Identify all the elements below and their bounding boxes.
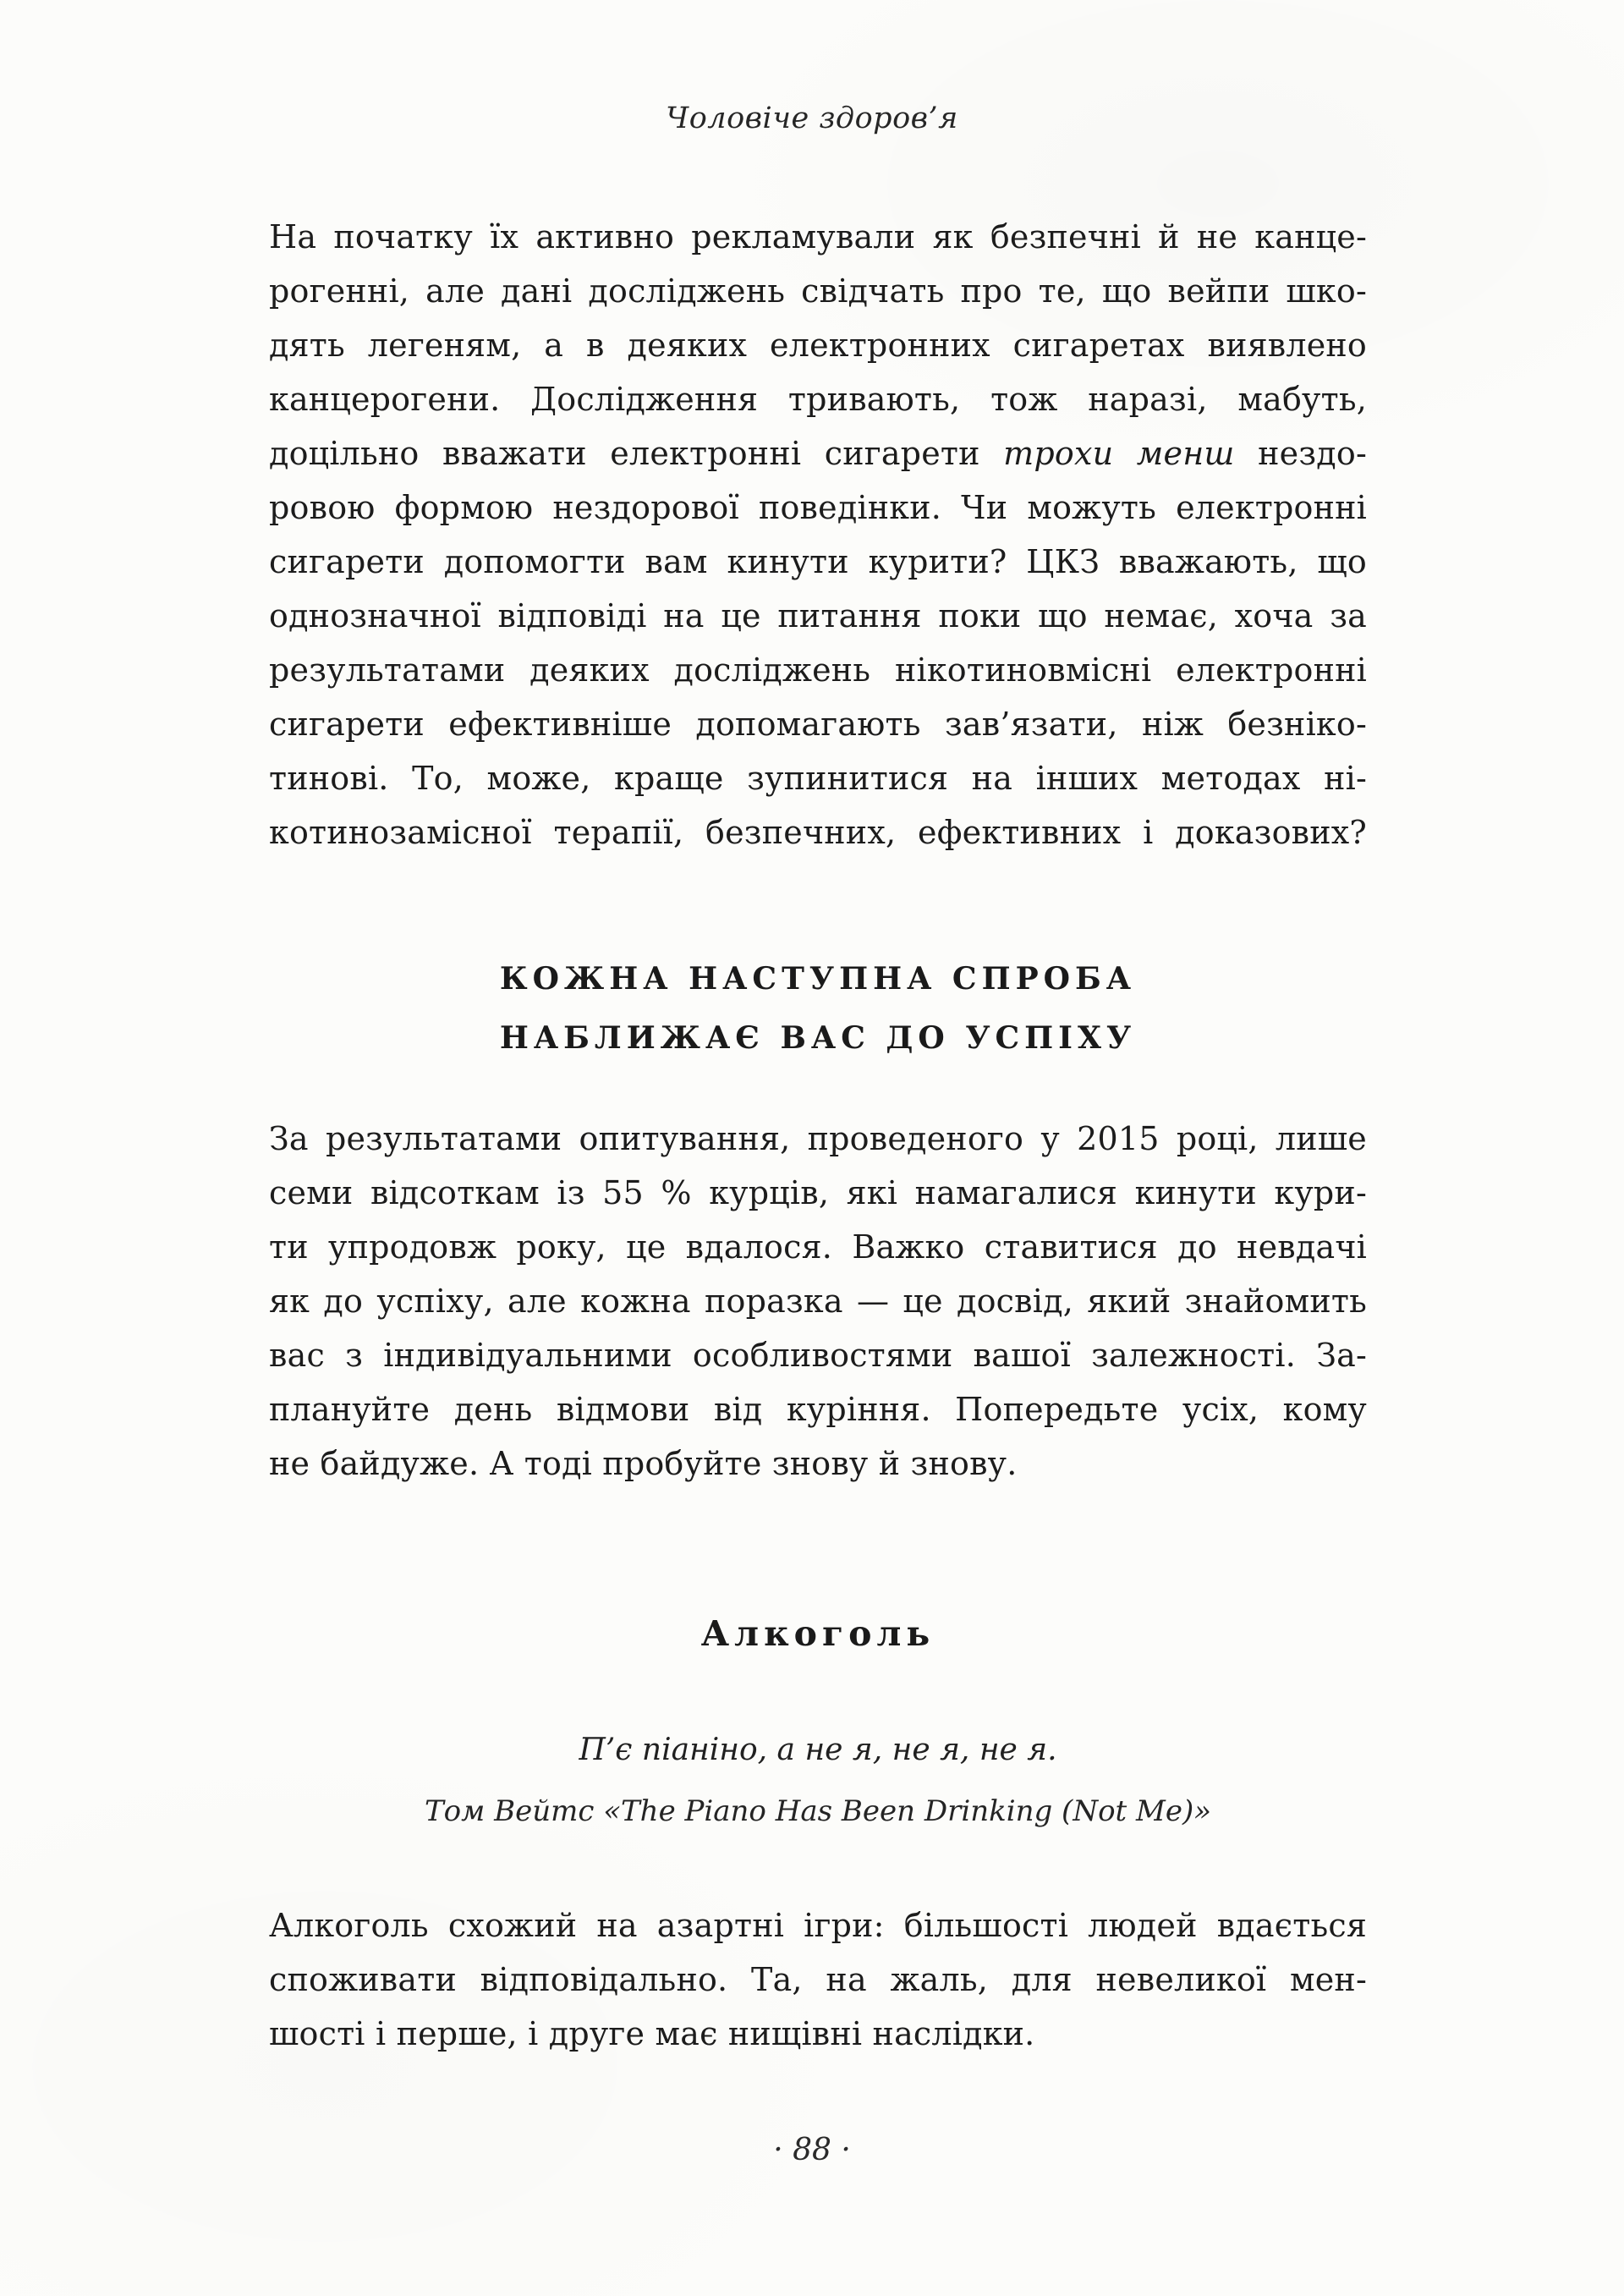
text-line: доцільно вважати електронні сигарети трохи менш нездо- [269,435,1367,472]
paragraph-alcohol [269,1898,1367,2061]
section-heading-attempts-line-1: КОЖНА НАСТУПНА СПРОБА [499,961,1137,997]
section-heading-attempts-line-2: НАБЛИЖАЄ ВАС ДО УСПІХУ [499,1020,1137,1056]
paragraph-attempts [269,1112,1367,1491]
text-line: ти упродовж року, це вдалося. Важко ставитися до невдачі [269,1228,1367,1266]
text-line: не байдуже. А тоді пробуйте знову й знову. [269,1445,1018,1482]
text-line: тинові. То, може, краще зупинитися на інших методах ні- [269,760,1367,797]
text-line: споживати відповідально. Та, на жаль, для невеликої мен- [269,1961,1367,1998]
text-line: ровою формою нездорової поведінки. Чи можуть електронні [269,489,1367,526]
running-head: Чоловіче здоров’я [666,102,958,135]
text-line: сигарети ефективніше допомагають зав’язати, ніж безніко- [269,706,1367,743]
text-line: вас з індивідуальними особливостями вашої залежності. За- [269,1337,1367,1374]
text-block [269,210,1367,2061]
text-line: канцерогени. Дослідження тривають, тож наразі, мабуть, [269,381,1367,418]
section-heading-alcohol: Алкоголь [700,1613,935,1654]
text-line: дять легеням, а в деяких електронних сигаретах виявлено [269,327,1367,364]
text-line: рогенні, але дані досліджень свідчать про те, що вейпи шко- [269,272,1367,310]
text-line: шості і перше, і друге має нищівні наслідки. [269,2015,1035,2052]
text-line: плануйте день відмови від куріння. Попередьте усіх, кому [269,1391,1367,1428]
epigraph-attribution: Том Вейтс «The Piano Has Been Drinking (Not Me)» [424,1794,1212,1828]
text-line: семи відсоткам із 55 % курців, які намагалися кинути кури- [269,1174,1367,1211]
text-line: однозначної відповіді на це питання поки що немає, хоча за [269,597,1367,634]
text-line: За результатами опитування, проведеного у 2015 році, лише [269,1120,1367,1157]
section-heading-attempts [269,949,1367,1068]
text-line: На початку їх активно рекламували як безпечні й не канце- [269,218,1367,255]
text-line: сигарети допомогти вам кинути курити? ЦКЗ вважають, що [269,543,1367,580]
text-line: котинозамісної терапії, безпечних, ефективних і доказових? [269,814,1367,851]
text-line: Алкоголь схожий на азартні ігри: більшості людей вдається [269,1907,1367,1944]
paragraph-vaping [269,210,1367,860]
epigraph-quote: П’є піаніно, а не я, не я, не я. [579,1733,1057,1767]
text-line: як до успіху, але кожна поразка — це досвід, який знайомить [269,1283,1367,1320]
page-number: · 88 · [773,2133,851,2167]
text-line: результатами деяких досліджень нікотиновмісні електронні [269,651,1367,689]
